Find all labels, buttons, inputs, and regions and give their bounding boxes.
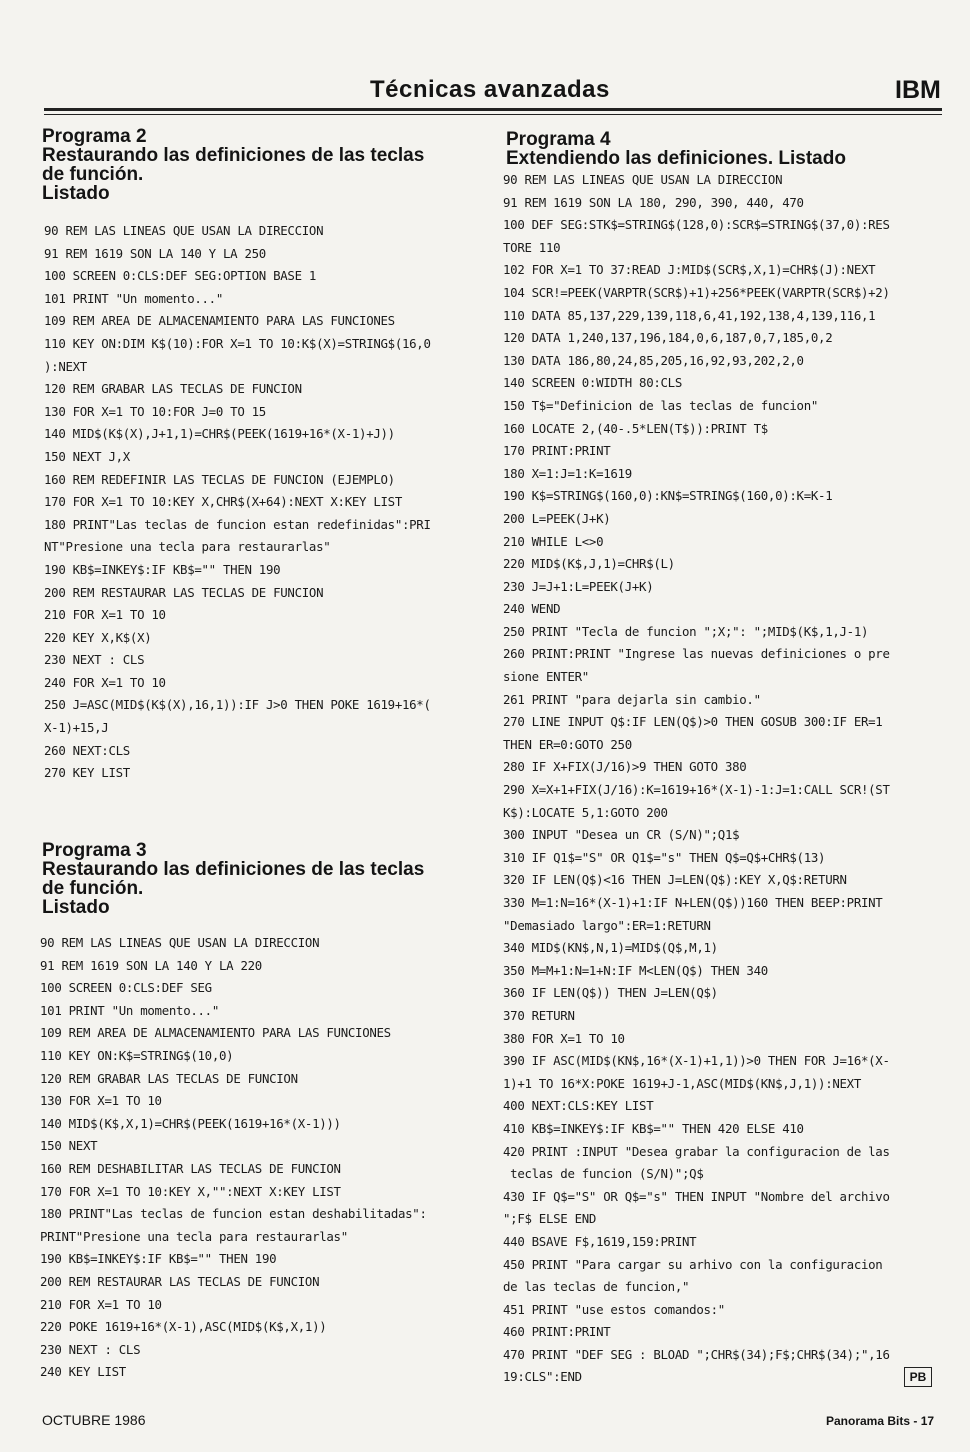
code-listing	[503, 169, 943, 1389]
code-line: 170 FOR X=1 TO 10:KEY X,CHR$(X+64):NEXT X:KEY LIST	[44, 494, 402, 510]
program-4-title-line: Programa 4	[506, 129, 611, 150]
program-3-title-line: Listado	[42, 897, 110, 918]
code-line: 420 PRINT :INPUT "Desea grabar la configuracion de las	[503, 1143, 890, 1159]
program-3-title-line: Restaurando las definiciones de las teclas	[42, 859, 425, 880]
code-line: 200 REM RESTAURAR LAS TECLAS DE FUNCION	[44, 584, 324, 600]
program-2-title-line: de función.	[42, 164, 144, 185]
code-line: 91 REM 1619 SON LA 140 Y LA 250	[44, 245, 266, 261]
code-line: 90 REM LAS LINEAS QUE USAN LA DIRECCION	[44, 223, 324, 238]
code-line: 110 DATA 85,137,229,139,118,6,41,192,138,4,139,116,1	[503, 307, 876, 323]
code-line: 340 MID$(KN$,N,1)=MID$(Q$,M,1)	[503, 940, 718, 956]
code-line: 360 IF LEN(Q$)) THEN J=LEN(Q$)	[503, 985, 718, 1001]
code-line: 370 RETURN	[503, 1007, 575, 1023]
code-line: 280 IF X+FIX(J/16)>9 THEN GOTO 380	[503, 759, 747, 775]
code-line: 91 REM 1619 SON LA 180, 290, 390, 440, 470	[503, 194, 804, 210]
code-line: 120 REM GRABAR LAS TECLAS DE FUNCION	[44, 381, 302, 397]
code-line: 290 X=X+1+FIX(J/16):K=1619+16*(X-1)-1:J=1:CALL SCR!(ST	[503, 782, 890, 798]
code-line: 19:CLS":END	[503, 1369, 582, 1385]
code-line: 400 NEXT:CLS:KEY LIST	[503, 1098, 654, 1114]
code-line: 230 NEXT : CLS	[40, 1341, 141, 1357]
code-listing	[40, 932, 480, 1384]
code-line: TORE 110	[503, 239, 561, 255]
program-3	[42, 841, 482, 917]
code-line: 150 T$="Definicion de las teclas de funcion"	[503, 397, 819, 413]
code-line: 450 PRINT "Para cargar su arhivo con la configuracion	[503, 1256, 883, 1272]
code-line: 190 KB$=INKEY$:IF KB$="" THEN 190	[44, 561, 281, 577]
program-4-listing	[503, 169, 943, 1389]
code-line: 100 SCREEN 0:CLS:DEF SEG:OPTION BASE 1	[44, 268, 317, 284]
code-line: 350 M=M+1:N=1+N:IF M<LEN(Q$) THEN 340	[503, 962, 768, 978]
section-title: Técnicas avanzadas	[370, 76, 610, 103]
code-line: 240 WEND	[503, 601, 561, 617]
code-line: 260 PRINT:PRINT "Ingrese las nuevas definiciones o pre	[503, 646, 890, 662]
code-line: 130 FOR X=1 TO 10:FOR J=0 TO 15	[44, 403, 266, 419]
footer-date: OCTUBRE 1986	[42, 1412, 146, 1428]
code-line: 300 INPUT "Desea un CR (S/N)";Q1$	[503, 827, 740, 843]
code-line: 240 KEY LIST	[40, 1364, 126, 1380]
code-line: 109 REM AREA DE ALMACENAMIENTO PARA LAS FUNCIONES	[44, 313, 395, 329]
code-line: 150 NEXT	[40, 1138, 98, 1154]
code-line: 180 PRINT"Las teclas de funcion estan deshabilitadas":	[40, 1206, 427, 1222]
code-line: 240 FOR X=1 TO 10	[44, 674, 166, 690]
code-line: 250 PRINT "Tecla de funcion ";X;": ";MID$(K$,1,J-1)	[503, 623, 869, 639]
code-line: 200 REM RESTAURAR LAS TECLAS DE FUNCION	[40, 1273, 320, 1289]
code-line: 140 MID$(K$,X,1)=CHR$(PEEK(1619+16*(X-1)))	[40, 1115, 341, 1131]
code-line: ";F$ ELSE END	[503, 1211, 597, 1227]
code-line: 90 REM LAS LINEAS QUE USAN LA DIRECCION	[503, 172, 783, 187]
brand-label: IBM	[895, 76, 941, 104]
code-line: sione ENTER"	[503, 669, 589, 685]
code-line: 190 K$=STRING$(160,0):KN$=STRING$(160,0):K=K-1	[503, 488, 833, 504]
code-line: 261 PRINT "para dejarla sin cambio."	[503, 691, 761, 707]
code-line: 91 REM 1619 SON LA 140 Y LA 220	[40, 957, 262, 973]
code-line: 210 WHILE L<>0	[503, 533, 604, 549]
program-3-title-line: de función.	[42, 878, 144, 899]
code-line: 270 KEY LIST	[44, 765, 130, 781]
code-line: 160 LOCATE 2,(40-.5*LEN(T$)):PRINT T$	[503, 420, 768, 436]
program-3-title	[42, 841, 482, 917]
code-line: "Demasiado largo":ER=1:RETURN	[503, 917, 711, 933]
code-line: 170 FOR X=1 TO 10:KEY X,"":NEXT X:KEY LIST	[40, 1183, 341, 1199]
code-line: 220 POKE 1619+16*(X-1),ASC(MID$(K$,X,1))	[40, 1319, 327, 1335]
code-line: 210 FOR X=1 TO 10	[44, 607, 166, 623]
code-line: 330 M=1:N=16*(X-1)+1:IF N+LEN(Q$))160 THEN BEEP:PRINT	[503, 895, 883, 910]
program-3-title-line: Programa 3	[42, 840, 147, 861]
code-line: 104 SCR!=PEEK(VARPTR(SCR$)+1)+256*PEEK(VARPTR(SCR$)+2)	[503, 284, 890, 300]
code-line: teclas de funcion (S/N)";Q$	[503, 1166, 704, 1182]
code-line: 230 NEXT : CLS	[44, 652, 145, 668]
code-line: 100 SCREEN 0:CLS:DEF SEG	[40, 980, 212, 996]
program-2-title-line: Restaurando las definiciones de las teclas	[42, 145, 425, 166]
code-line: 460 PRINT:PRINT	[503, 1324, 611, 1340]
code-line: THEN ER=0:GOTO 250	[503, 736, 632, 752]
code-line: 140 SCREEN 0:WIDTH 80:CLS	[503, 375, 682, 391]
code-line: 470 PRINT "DEF SEG : BLOAD ";CHR$(34);F$;CHR$(34);",16	[503, 1346, 890, 1362]
program-4-title	[506, 130, 946, 168]
code-line: 430 IF Q$="S" OR Q$="s" THEN INPUT "Nombre del archivo	[503, 1188, 890, 1204]
code-line: 410 KB$=INKEY$:IF KB$="" THEN 420 ELSE 410	[503, 1120, 804, 1136]
code-line: 270 LINE INPUT Q$:IF LEN(Q$)>0 THEN GOSUB 300:IF ER=1	[503, 714, 883, 730]
code-line: 180 PRINT"Las teclas de funcion estan redefinidas":PRI	[44, 516, 431, 532]
code-line: ):NEXT	[44, 358, 87, 374]
code-line: 140 MID$(K$(X),J+1,1)=CHR$(PEEK(1619+16*(X-1)+J))	[44, 426, 395, 442]
header-rule-thin	[44, 114, 942, 115]
code-line: 130 FOR X=1 TO 10	[40, 1093, 162, 1109]
code-line: 1)+1 TO 16*X:POKE 1619+J-1,ASC(MID$(KN$,J,1)):NEXT	[503, 1075, 861, 1091]
program-4-title-line: Extendiendo las definiciones. Listado	[506, 148, 846, 169]
code-line: 150 NEXT J,X	[44, 448, 130, 464]
program-2	[42, 127, 482, 203]
code-line: 200 L=PEEK(J+K)	[503, 510, 611, 526]
code-line: de las teclas de funcion,"	[503, 1279, 690, 1295]
code-line: 120 DATA 1,240,137,196,184,0,6,187,0,7,185,0,2	[503, 330, 833, 346]
code-line: 90 REM LAS LINEAS QUE USAN LA DIRECCION	[40, 935, 320, 950]
code-line: 110 KEY ON:K$=STRING$(10,0)	[40, 1047, 234, 1063]
code-line: NT"Presione una tecla para restaurarlas"	[44, 539, 331, 555]
program-3-listing	[40, 932, 480, 1384]
program-2-title	[42, 127, 482, 203]
code-line: 102 FOR X=1 TO 37:READ J:MID$(SCR$,X,1)=CHR$(J):NEXT	[503, 262, 876, 278]
program-2-listing	[44, 220, 484, 785]
code-line: 390 IF ASC(MID$(KN$,16*(X-1)+1,1))>0 THEN FOR J=16*(X-	[503, 1053, 890, 1069]
footer-page-number: Panorama Bits - 17	[826, 1414, 935, 1428]
code-line: PRINT"Presione una tecla para restaurarlas"	[40, 1228, 348, 1244]
code-line: 320 IF LEN(Q$)<16 THEN J=LEN(Q$):KEY X,Q$:RETURN	[503, 872, 847, 888]
program-2-title-line: Listado	[42, 183, 110, 204]
code-line: 130 DATA 186,80,24,85,205,16,92,93,202,2,0	[503, 352, 804, 368]
code-line: 380 FOR X=1 TO 10	[503, 1030, 625, 1046]
code-line: 109 REM AREA DE ALMACENAMIENTO PARA LAS FUNCIONES	[40, 1025, 391, 1041]
code-line: 220 MID$(K$,J,1)=CHR$(L)	[503, 556, 675, 572]
code-listing	[44, 220, 484, 785]
code-line: 220 KEY X,K$(X)	[44, 629, 152, 645]
program-4	[506, 130, 946, 168]
code-line: 160 REM DESHABILITAR LAS TECLAS DE FUNCION	[40, 1160, 341, 1176]
code-line: 310 IF Q1$="S" OR Q1$="s" THEN Q$=Q$+CHR$(13)	[503, 849, 826, 865]
code-line: 451 PRINT "use estos comandos:"	[503, 1301, 725, 1317]
code-line: 100 DEF SEG:STK$=STRING$(128,0):SCR$=STRING$(37,0):RES	[503, 217, 890, 233]
code-line: X-1)+15,J	[44, 720, 109, 736]
code-line: 440 BSAVE F$,1619,159:PRINT	[503, 1233, 697, 1249]
code-line: 250 J=ASC(MID$(K$(X),16,1)):IF J>0 THEN POKE 1619+16*(	[44, 697, 431, 713]
program-2-title-line: Programa 2	[42, 126, 147, 147]
code-line: 120 REM GRABAR LAS TECLAS DE FUNCION	[40, 1070, 298, 1086]
code-line: 190 KB$=INKEY$:IF KB$="" THEN 190	[40, 1251, 277, 1267]
code-line: 110 KEY ON:DIM K$(10):FOR X=1 TO 10:K$(X)=STRING$(16,0	[44, 335, 431, 351]
header-rule	[44, 108, 942, 111]
pb-badge: PB	[904, 1367, 932, 1387]
code-line: 260 NEXT:CLS	[44, 742, 130, 758]
code-line: 230 J=J+1:L=PEEK(J+K)	[503, 578, 654, 594]
code-line: 101 PRINT "Un momento..."	[40, 1002, 219, 1018]
code-line: 101 PRINT "Un momento..."	[44, 290, 223, 306]
code-line: 170 PRINT:PRINT	[503, 443, 611, 459]
code-line: K$):LOCATE 5,1:GOTO 200	[503, 804, 668, 820]
code-line: 160 REM REDEFINIR LAS TECLAS DE FUNCION (EJEMPLO)	[44, 471, 395, 487]
code-line: 210 FOR X=1 TO 10	[40, 1296, 162, 1312]
code-line: 180 X=1:J=1:K=1619	[503, 465, 632, 481]
